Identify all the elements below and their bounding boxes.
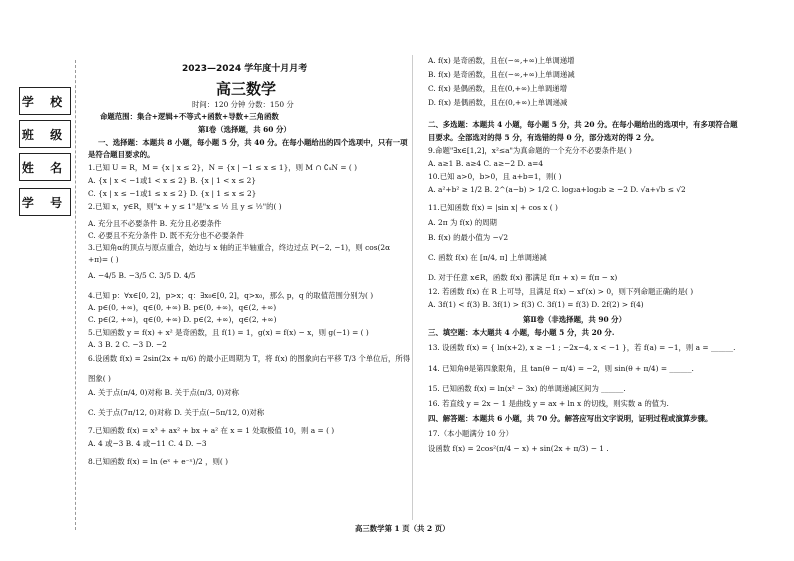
question-line [88,366,408,374]
section2-heading-cont: 目要求。全部选对的得 5 分，有选错的得 0 分，部分选对的得 2 分。 [428,133,659,142]
question-line: 7.已知函数 f(x) = x³ + ax² + bx + a² 在 x = 1 处取极值 10，则 a = ( ) [88,426,335,435]
question-line: A. 2π 为 f(x) 的周期 [428,218,497,227]
question-line: 17.（本小题满分 10 分） [428,429,513,438]
question-line: 1.已知 U = R，M = {x | x ≤ 2}，N = {x | −1 ≤ x ≤ 1}，则 M ∩ ∁ᵤN = ( ) [88,163,358,172]
question-line: D. 对于任意 x∈R，函数 f(x) 都满足 f(π + x) = f(π − x) [428,273,618,282]
exam-meta: 时间：120 分钟 分数：150 分 [192,100,294,109]
question-line: A. 4 或−3 B. 4 或−11 C. 4 D. −3 [88,439,207,448]
part2-title: 第Ⅱ卷（非选择题，共 90 分） [523,315,626,324]
question-line [88,400,408,408]
page-footer: 高三数学第 1 页（共 2 页） [355,524,450,533]
column-divider [412,55,413,520]
question-line: C. 必要且不充分条件 D. 既不充分也不必要条件 [88,231,244,240]
question-line: A. −4/5 B. −3/5 C. 3/5 D. 4/5 [88,271,196,280]
question-line: B. f(x) 的最小值为 −√2 [428,233,509,242]
class-field: 班 级 [19,120,71,148]
page-title: 高三数学 [216,80,277,98]
question-line: C. 函数 f(x) 在 [π/4, π] 上单调递减 [428,253,547,262]
school-field: 学 校 [19,87,71,115]
question-line: 5.已知函数 y = f(x) + x² 是奇函数，且 f(1) = 1，g(x) = f(x) − x，则 g(−1) = ( ) [88,328,369,337]
question-line [428,112,788,120]
exam-name: 2023—2024 学年度十月月考 [182,64,308,74]
section2-heading: 二、多选题：本题共 4 小题，每小题 5 分，共 20 分。在每小题给出的选项中，有多项符合题 [428,120,738,129]
question-line: C. f(x) 是偶函数，且在(0,+∞)上单调递增 [428,84,567,93]
question-line: 13. 设函数 f(x) = { ln(x+2), x ≥ −1 ; −2x−4, x < −1 }，若 f(a) = −1，则 a = ______. [428,343,736,352]
question-line: A. 关于点(π/4, 0)对称 B. 关于点(π/3, 0)对称 [88,388,239,397]
question-line: B. f(x) 是奇函数，且在(−∞,+∞)上单调递减 [428,70,575,79]
exam-scope: 命题范围：集合+逻辑+不等式+函数+导数+三角函数 [100,112,279,121]
question-line: A. 3f(1) < f(3) B. 3f(1) > f(3) C. 3f(1) = f(3) D. 2f(2) > f(4) [428,300,644,309]
section1-heading-cont: 是符合题目要求的。 [88,150,155,159]
question-line: D. f(x) 是偶函数，且在(0,+∞)上单调递减 [428,98,568,107]
right-question-list [428,56,788,458]
section1-heading: 一、选择题：本题共 8 小题，每小题 5 分，共 40 分。在每小题给出的四个选项中，只有一项 [98,138,408,147]
question-line: C. p∈(2, +∞)，q∈(0, +∞) D. p∈(2, +∞)，q∈(2, +∞) [88,315,277,324]
question-line: C. 关于点(7π/12, 0)对称 D. 关于点(−5π/12, 0)对称 [88,408,265,417]
part1-title: 第Ⅰ卷（选择题，共 60 分） [198,125,291,134]
section3-heading: 三、填空题：本大题共 4 小题，每小题 5 分，共 20 分. [428,328,615,337]
question-line: 10.已知 a>0，b>0，且 a+b=1，则( ) [428,172,562,181]
question-line: 4.已知 p：∀x∈[0, 2]，p>x；q：∃x₀∈[0, 2]，q>x₀，那么 p，q 的取值范围分别为( ) [88,291,374,300]
question-line: 设函数 f(x) = 2cos²(π/4 − x) + sin(2x + π/3) − 1 . [428,444,609,453]
student-id-field: 学 号 [19,188,71,216]
binding-line [75,60,76,530]
question-line: 图象( ) [88,374,111,383]
question-line: A. a≥1 B. a≥4 C. a≥−2 D. a=4 [428,159,544,168]
question-line: 3.已知角α的顶点与原点重合，始边与 x 轴的正半轴重合，终边过点 P(−2, −1)，则 cos(2α [88,243,391,252]
question-line: 14. 已知角θ是第四象限角，且 tan(θ − π/4) = −2，则 sin(θ + π/4) = ______. [428,364,694,373]
left-question-list [88,163,411,469]
question-line: 16. 若直线 y = 2x − 1 是曲线 y = ax + ln x 的切线，则实数 a 的值为. [428,399,669,408]
question-line: 2.已知 x，y∈R，则"x + y ≤ 1"是"x ≤ ½ 且 y ≤ ½"的( ) [88,202,282,211]
question-line [428,356,788,364]
question-line: 12. 若函数 f(x) 在 R 上可导，且满足 f(x) − xf′(x) > 0，则下列命题正确的是( ) [428,287,694,296]
question-line: 11.已知函数 f(x) = |sin x| + cos x ( ) [428,203,558,212]
section4-heading: 四、解答题：本题共 6 小题，共 70 分。解答应写出文字说明，证明过程或演算步骤。 [428,414,713,423]
question-line: A. f(x) 是奇函数，且在(−∞,+∞)上单调递增 [428,56,575,65]
name-field: 姓 名 [19,153,71,181]
question-line: 9.命题"∃x∈[1,2]，x²≤a"为真命题的一个充分不必要条件是( ) [428,146,632,155]
question-line: A. p∈(0, +∞)，q∈(0, +∞) B. p∈(0, +∞)，q∈(2, +∞) [88,303,277,312]
question-line: 6.设函数 f(x) = 2sin(2x + π/6) 的最小正周期为 T，将 f(x) 的图象向右平移 T/3 个单位后，所得 [88,354,411,363]
question-line: 8.已知函数 f(x) = ln (eˣ + e⁻ˣ)/2 ，则( ) [88,457,229,466]
question-line: A. a²+b² ≥ 1/2 B. 2^(a−b) > 1/2 C. log₂a+log₂b ≥ −2 D. √a+√b ≤ √2 [428,185,686,194]
question-line: +π)= ( ) [88,255,119,264]
question-line: A. {x | x < −1或1 < x ≤ 2} B. {x | 1 < x ≤ 2} [88,176,257,185]
question-line: A. 充分且不必要条件 B. 充分且必要条件 [88,219,222,228]
question-line: C. {x | x ≤ −1或1 ≤ x ≤ 2} D. {x | 1 ≤ x ≤ 2} [88,189,257,198]
question-line: A. 3 B. 2 C. −3 D. −2 [88,340,167,349]
question-line: 15. 已知函数 f(x) = ln(x² − 3x) 的单调递减区间为 ______. [428,384,626,393]
